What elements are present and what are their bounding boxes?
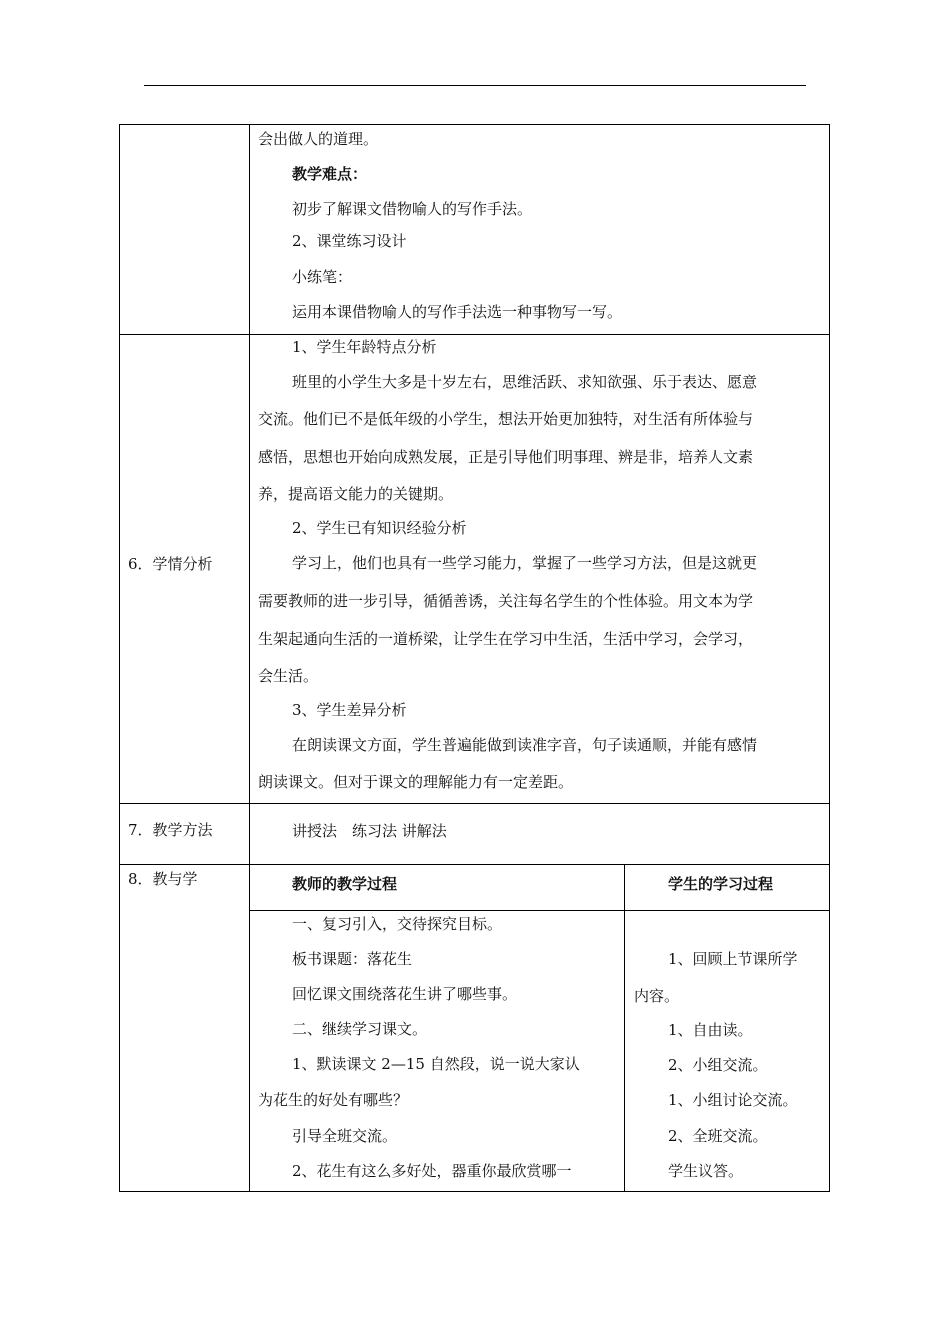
text-line: 需要教师的进一步引导，循循善诱，关注每名学生的个性体验。用文本为学 bbox=[258, 592, 754, 610]
text-line: 交流。他们已不是低年级的小学生，想法开始更加独特，对生活有所体验与 bbox=[258, 410, 754, 428]
student-line: 内容。 bbox=[634, 987, 680, 1005]
text-line: 会生活。 bbox=[258, 667, 319, 685]
row-label-7: 7．教学方法 bbox=[128, 821, 213, 839]
teacher-line: 回忆课文围绕落花生讲了哪些事。 bbox=[292, 985, 518, 1003]
column-divider-teacher-student bbox=[624, 864, 625, 1192]
teaching-methods: 讲授法 练习法 讲解法 bbox=[292, 822, 447, 840]
row-label-8: 8．教与学 bbox=[128, 870, 198, 888]
student-line: 1、小组讨论交流。 bbox=[668, 1091, 798, 1109]
teacher-process-header: 教师的教学过程 bbox=[292, 875, 398, 893]
text-line: 生架起通向生活的一道桥梁，让学生在学习中生活，生活中学习，会学习， bbox=[258, 630, 754, 648]
student-line: 1、回顾上节课所学 bbox=[668, 950, 798, 968]
teacher-line: 为花生的好处有哪些？ bbox=[258, 1091, 409, 1109]
text-line: 小练笔： bbox=[292, 268, 353, 286]
text-line: 感悟，思想也开始向成熟发展，正是引导他们明事理、辨是非，培养人文素 bbox=[258, 448, 754, 466]
text-line: 养，提高语文能力的关键期。 bbox=[258, 485, 454, 503]
row-label-6: 6．学情分析 bbox=[128, 555, 213, 573]
text-line: 2、学生已有知识经验分析 bbox=[292, 519, 467, 537]
row-divider-7 bbox=[119, 864, 830, 865]
student-line: 2、小组交流。 bbox=[668, 1056, 768, 1074]
student-process-header: 学生的学习过程 bbox=[668, 875, 774, 893]
row-divider-top bbox=[119, 334, 830, 335]
teacher-line: 2、花生有这么多好处，器重你最欣赏哪一 bbox=[292, 1162, 572, 1180]
text-line: 2、课堂练习设计 bbox=[292, 232, 407, 250]
text-line: 在朗读课文方面，学生普遍能做到读准字音，句子读通顺，并能有感情 bbox=[292, 736, 758, 754]
text-line: 运用本课借物喻人的写作手法选一种事物写一写。 bbox=[292, 303, 623, 321]
text-line: 学习上，他们也具有一些学习能力，掌握了一些学习方法，但是这就更 bbox=[292, 554, 758, 572]
student-line: 1、自由读。 bbox=[668, 1021, 753, 1039]
section-heading-difficulty: 教学难点： bbox=[292, 165, 368, 183]
text-line: 初步了解课文借物喻人的写作手法。 bbox=[292, 200, 533, 218]
header-rule bbox=[144, 85, 806, 86]
teacher-line: 一、复习引入，交待探究目标。 bbox=[292, 915, 503, 933]
student-line: 2、全班交流。 bbox=[668, 1127, 768, 1145]
teacher-line: 二、继续学习课文。 bbox=[292, 1020, 428, 1038]
text-line: 3、学生差异分析 bbox=[292, 701, 407, 719]
column-divider-left bbox=[249, 124, 250, 1192]
text-line: 朗读课文。但对于课文的理解能力有一定差距。 bbox=[258, 773, 574, 791]
teacher-line: 板书课题：落花生 bbox=[292, 950, 413, 968]
text-line: 班里的小学生大多是十岁左右，思维活跃、求知欲强、乐于表达、愿意 bbox=[292, 373, 758, 391]
text-line: 1、学生年龄特点分析 bbox=[292, 338, 437, 356]
teacher-line: 引导全班交流。 bbox=[292, 1127, 398, 1145]
row-divider-8-header bbox=[249, 910, 830, 911]
row-divider-6 bbox=[119, 803, 830, 804]
student-line: 学生议答。 bbox=[668, 1162, 744, 1180]
text-line: 会出做人的道理。 bbox=[258, 130, 379, 148]
teacher-line: 1、默读课文 2—15 自然段，说一说大家认 bbox=[292, 1055, 580, 1073]
